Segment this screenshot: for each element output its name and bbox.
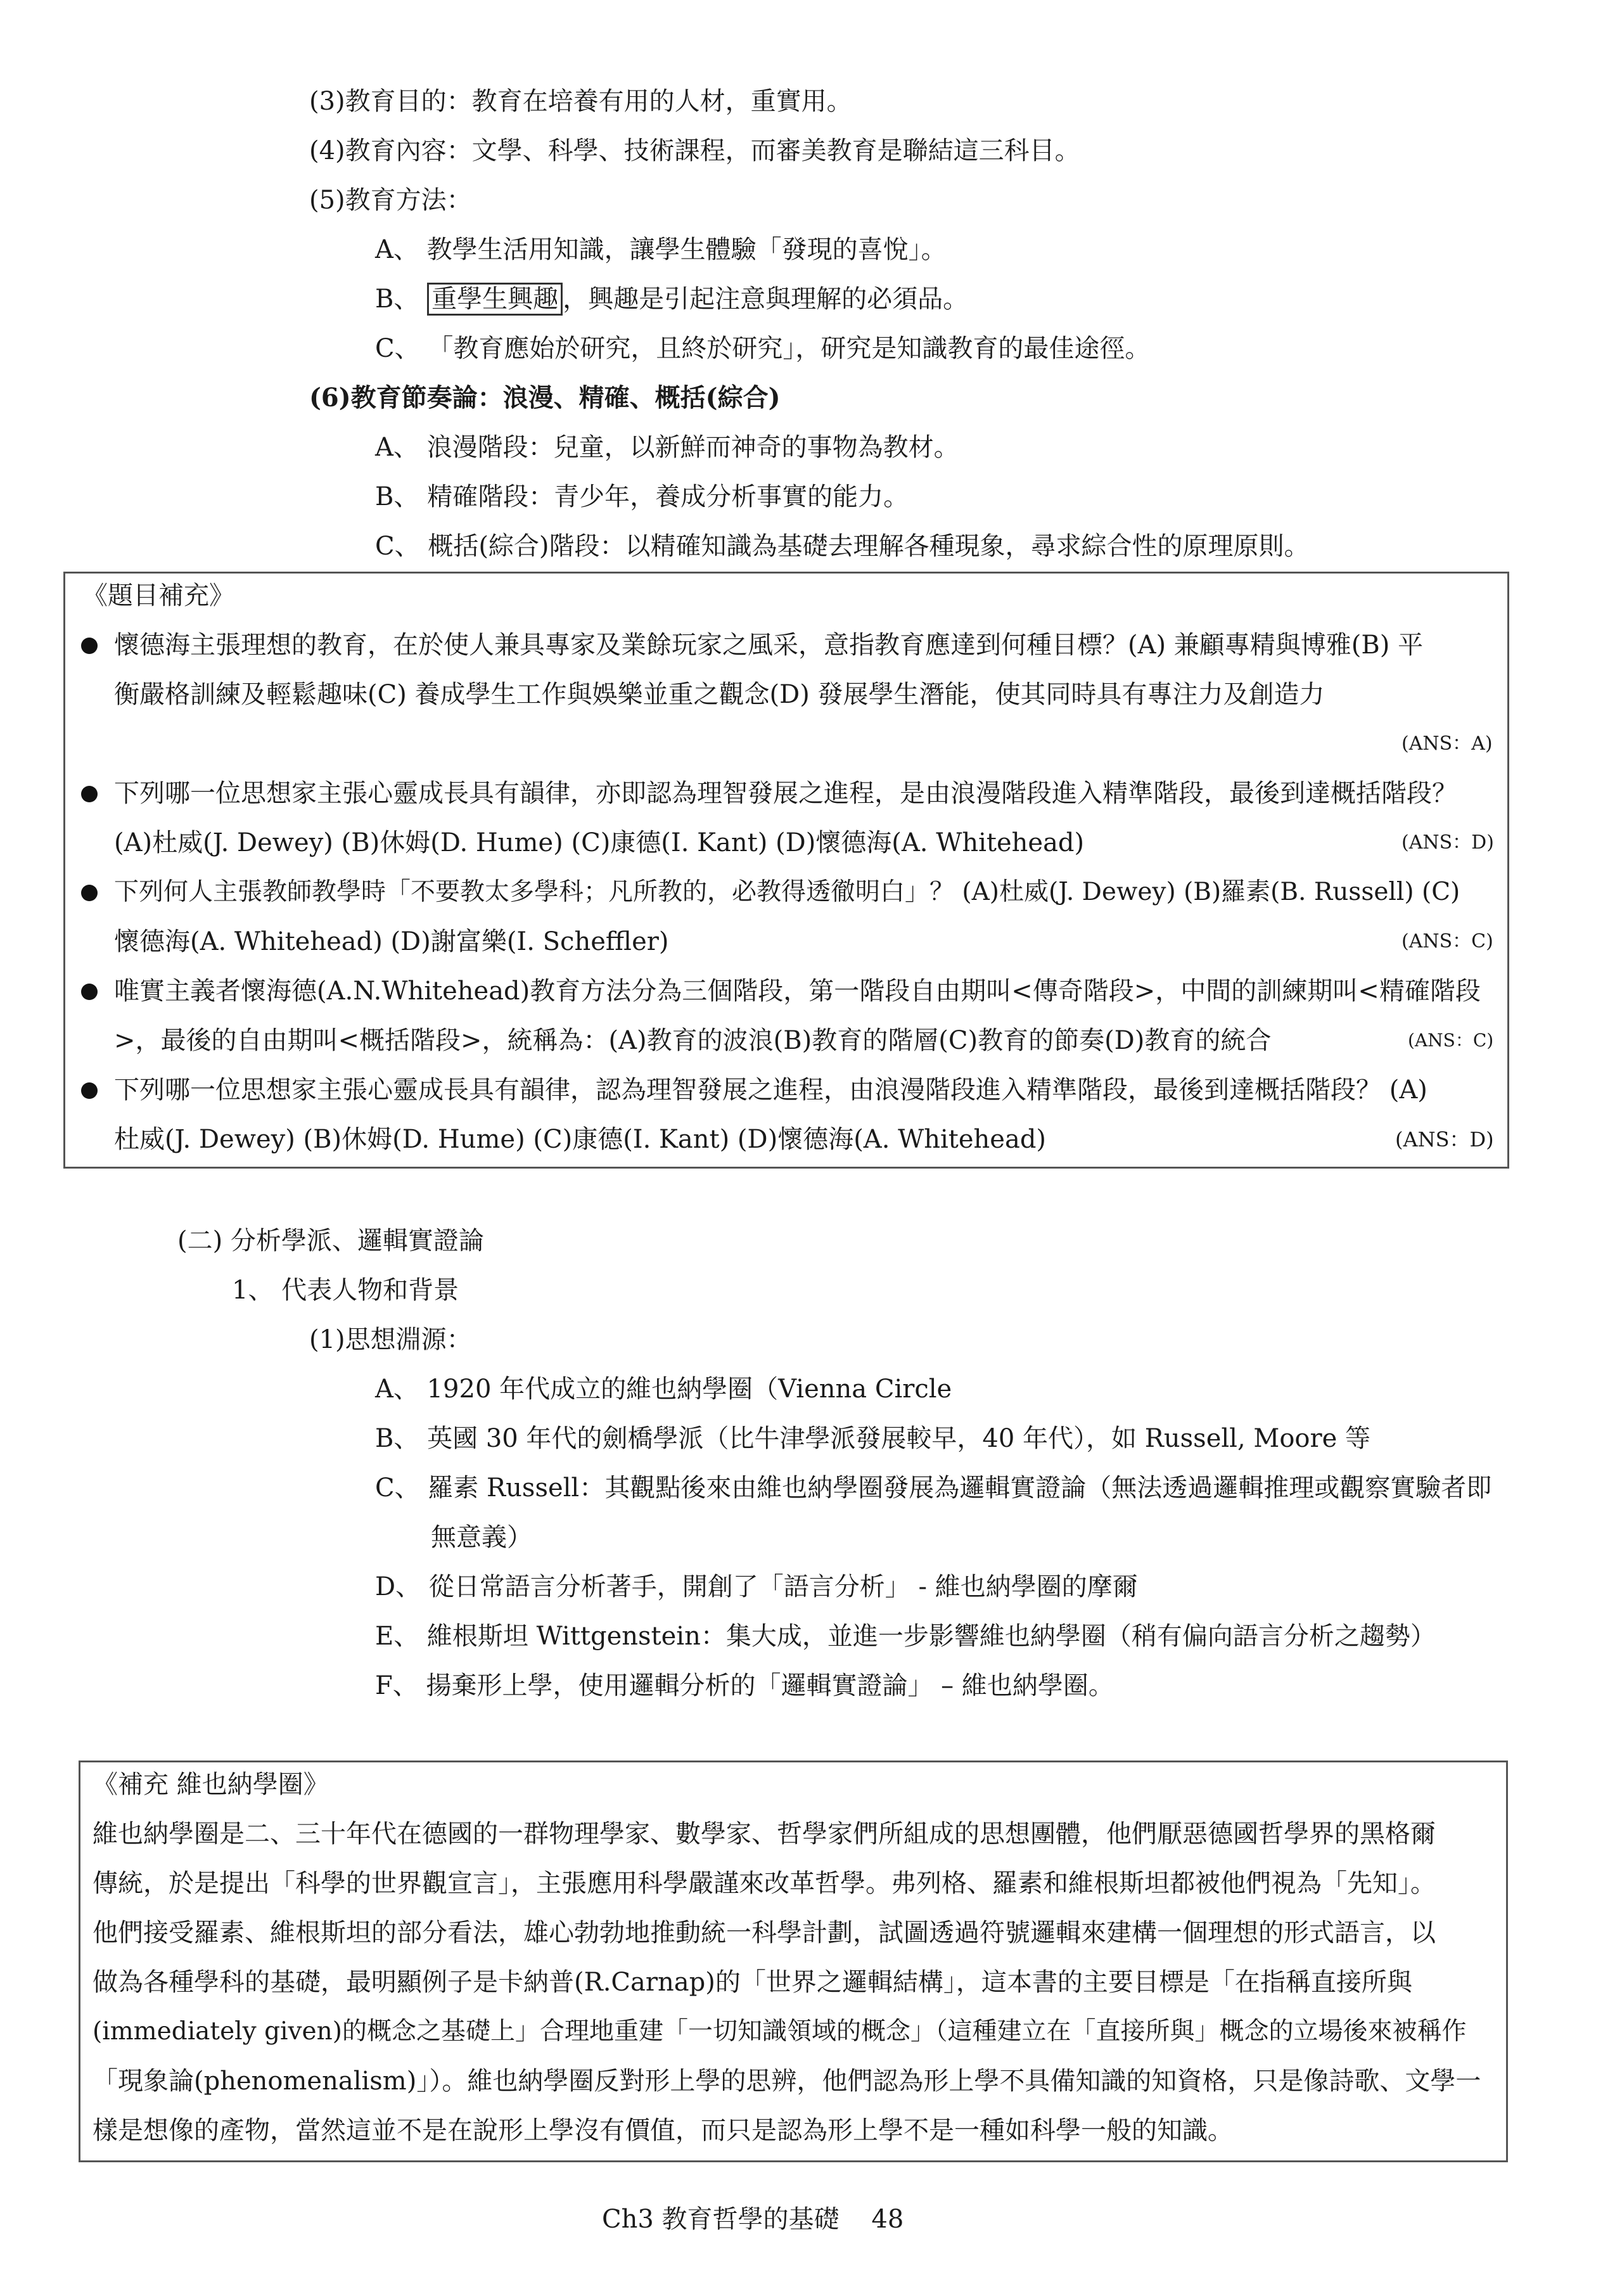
- vienna-paragraph-line: 「現象論(phenomenalism)」）。維也納學圈反對形上學的思辨，他們認為形上學不具備知識的知資格，只是像詩歌、文學一: [93, 2067, 1481, 2096]
- supplement-title: 《題目補充》: [82, 581, 234, 610]
- method-b: [375, 283, 968, 316]
- boxed-keyword: 重學生興趣: [427, 283, 563, 316]
- method-a: A、 教學生活用知識，讓學生體驗「發現的喜悅」。: [375, 235, 947, 264]
- origin-d: D、 從日常語言分析著手，開創了「語言分析」 - 維也納學圈的摩爾: [375, 1572, 1138, 1601]
- page-number: 48: [871, 2205, 904, 2234]
- bullet-icon: [81, 786, 98, 802]
- vienna-paragraph-line: 他們接受羅素、維根斯坦的部分看法，雄心勃勃地推動統一科學計劃，試圖透過符號邏輯來建構一個理想的形式語言，以: [93, 1918, 1436, 1947]
- bullet-icon: [81, 885, 98, 901]
- origin-c-line2: 無意義）: [431, 1523, 532, 1552]
- footer-chapter: Ch3 教育哲學的基礎: [602, 2205, 840, 2234]
- vienna-paragraph-line: 傳統，於是提出「科學的世界觀宣言」，主張應用科學嚴謹來改革哲學。弗列格、羅素和維根斯坦都被他們視為「先知」。: [93, 1869, 1436, 1898]
- method-b-rest: ，興趣是引起注意與理解的必須品。: [563, 285, 969, 314]
- origin-b: B、 英國 30 年代的劍橋學派（比牛津學派發展較早，40 年代），如 Russell, Moore 等: [375, 1424, 1371, 1453]
- method-c: C、 「教育應始於研究，且終於研究」，研究是知識教育的最佳途徑。: [375, 334, 1151, 363]
- q5-line2: 杜威(J. Dewey) (B)休姆(D. Hume) (C)康德(I. Kant) (D)懷德海(A. Whitehead): [114, 1125, 1047, 1154]
- origin-e: E、 維根斯坦 Wittgenstein：集大成，並進一步影響維也納學圈（稍有偏向語言分析之趨勢）: [375, 1622, 1436, 1651]
- q3-answer: (ANS：C): [1402, 930, 1493, 952]
- section-heading: (二) 分析學派、邏輯實證論: [177, 1226, 484, 1255]
- rhythm-a: A、 浪漫階段：兒童，以新鮮而神奇的事物為教材。: [375, 433, 959, 462]
- vienna-supplement-title: 《補充 維也納學圈》: [93, 1770, 329, 1799]
- subsection-heading: 1、 代表人物和背景: [232, 1276, 459, 1305]
- q1-answer: (ANS：A): [1402, 733, 1493, 755]
- bullet-icon: [81, 638, 98, 654]
- origin-a: A、 1920 年代成立的維也納學圈（Vienna Circle: [375, 1375, 952, 1404]
- rhythm-b: B、 精確階段：青少年，養成分析事實的能力。: [375, 482, 909, 511]
- q2-answer: (ANS：D): [1402, 831, 1494, 854]
- origin-heading: (1)思想淵源：: [309, 1325, 472, 1354]
- origin-c-line1: C、 羅素 Russell：其觀點後來由維也納學圈發展為邏輯實證論（無法透過邏輯推理或觀察實驗者即: [375, 1473, 1492, 1503]
- q5-answer: (ANS：D): [1395, 1127, 1494, 1151]
- rhythm-c: C、 概括(綜合)階段：以精確知識為基礎去理解各種現象，尋求綜合性的原理原則。: [375, 532, 1310, 561]
- q1-line2: 衡嚴格訓練及輕鬆趣味(C) 養成學生工作與娛樂並重之觀念(D) 發展學生潛能，使其同時具有專注力及創造力: [114, 680, 1325, 709]
- vienna-paragraph-line: 維也納學圈是二、三十年代在德國的一群物理學家、數學家、哲學家們所組成的思想團體，他們厭惡德國哲學界的黑格爾: [93, 1819, 1436, 1849]
- method-b-prefix: B、: [375, 285, 428, 314]
- q2-line2: (A)杜威(J. Dewey) (B)休姆(D. Hume) (C)康德(I. Kant) (D)懷德海(A. Whitehead): [114, 828, 1085, 857]
- item-education-aim: (3)教育目的：教育在培養有用的人材，重實用。: [309, 87, 852, 116]
- page-footer: [602, 2203, 904, 2236]
- q1-line1: 懷德海主張理想的教育，在於使人兼具專家及業餘玩家之風采，意指教育應達到何種目標？(A) 兼顧專精與博雅(B) 平: [114, 631, 1424, 660]
- q2-line1: 下列哪一位思想家主張心靈成長具有韻律，亦即認為理智發展之進程，是由浪漫階段進入精準階段，最後到達概括階段？: [114, 779, 1457, 808]
- vienna-paragraph-line: 做為各種學科的基礎，最明顯例子是卡納普(R.Carnap)的「世界之邏輯結構」，這本書的主要目標是「在指稱直接所與: [93, 1968, 1412, 1997]
- q3-line1: 下列何人主張教師教學時「不要教太多學科；凡所教的，必教得透徹明白」？ (A)杜威(J. Dewey) (B)羅素(B. Russell) (C): [114, 878, 1460, 906]
- vienna-paragraph-line: 樣是想像的產物，當然這並不是在說形上學沒有價值，而只是認為形上學不是一種如科學一般的知識。: [93, 2116, 1233, 2145]
- q5-line1: 下列哪一位思想家主張心靈成長具有韻律，認為理智發展之進程，由浪漫階段進入精準階段，最後到達概括階段？ (A): [114, 1075, 1427, 1105]
- item-education-method: (5)教育方法：: [309, 186, 472, 215]
- item-rhythm-theory: (6)教育節奏論：浪漫、精確、概括(綜合): [309, 383, 781, 413]
- q4-answer: (ANS：C): [1408, 1030, 1494, 1051]
- bullet-icon: [81, 1082, 98, 1099]
- bullet-icon: [81, 984, 98, 1000]
- item-education-content: (4)教育內容：文學、科學、技術課程，而審美教育是聯結這三科目。: [309, 136, 1080, 165]
- q4-line2: >，最後的自由期叫<概括階段>，統稱為：(A)教育的波浪(B)教育的階層(C)教育的節奏(D)教育的統合: [114, 1026, 1272, 1055]
- q3-line2: 懷德海(A. Whitehead) (D)謝富樂(I. Scheffler): [114, 927, 669, 956]
- q4-line1: 唯實主義者懷海德(A.N.Whitehead)教育方法分為三個階段，第一階段自由期叫<傳奇階段>，中間的訓練期叫<精確階段: [114, 977, 1481, 1006]
- origin-f: F、 揚棄形上學，使用邏輯分析的「邏輯實證論」 – 維也納學圈。: [375, 1671, 1114, 1700]
- vienna-paragraph-line: (immediately given)的概念之基礎上」合理地重建「一切知識領域的概念」（這種建立在「直接所與」概念的立場後來被稱作: [93, 2017, 1467, 2046]
